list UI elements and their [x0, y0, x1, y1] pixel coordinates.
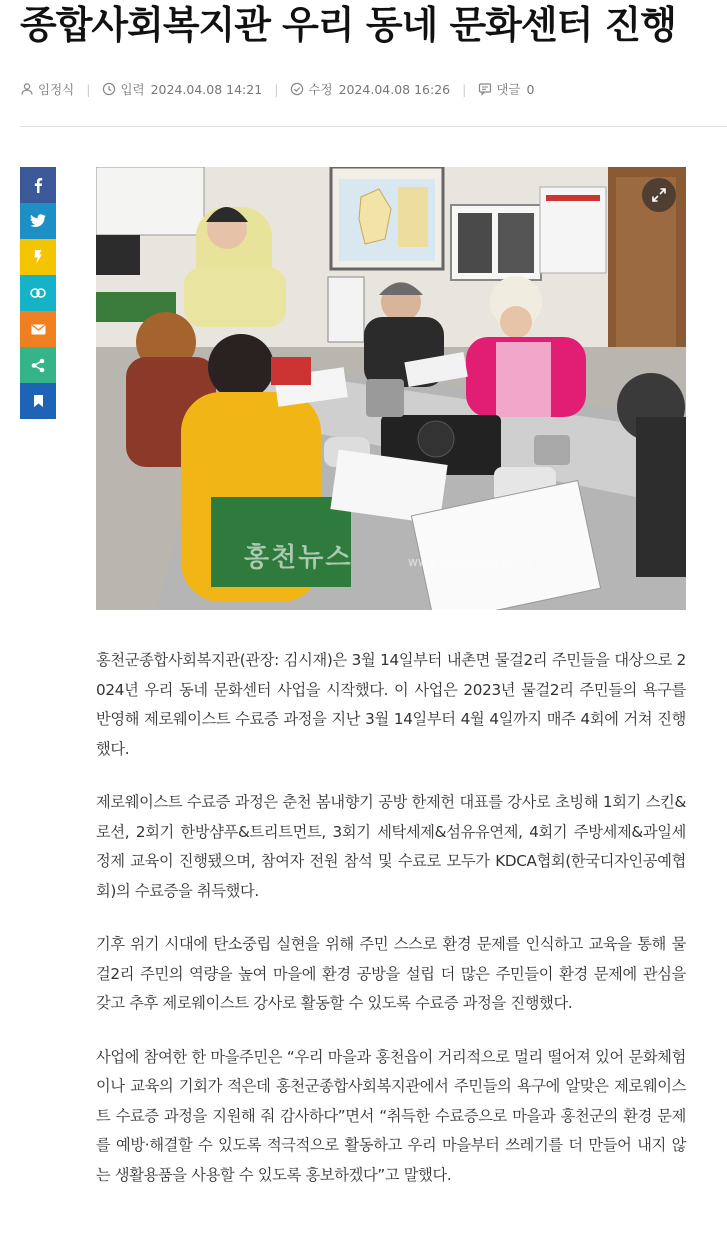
expand-icon: [651, 187, 667, 203]
photo-illustration: [96, 167, 686, 610]
expand-photo-button[interactable]: [642, 178, 676, 212]
facebook-share-button[interactable]: [20, 167, 56, 203]
posted-info: [102, 80, 262, 98]
header-divider: [20, 126, 727, 127]
posted-date: 2024.04.08 14:21: [150, 81, 263, 97]
article-title: 종합사회복지관 우리 동네 문화센터 진행: [20, 3, 676, 47]
author-info: [20, 80, 74, 98]
article-paragraph: 기후 위기 시대에 탄소중립 실현을 위해 주민 스스로 환경 문제를 인식하고 교육을 통해 물걸2리 주민의 역량을 높여 마을에 환경 공방을 설립 더 많은 주민들이 환경 문제에 관심을 갖고 추후 제로웨이스트 강사로 활동할 수 있도록 수료증 과정을 진행했다.: [96, 935, 686, 1012]
clock-icon: [102, 82, 116, 96]
email-share-button[interactable]: [20, 311, 56, 347]
photo-watermark-url: www.hcsinmun.co.kr: [408, 555, 532, 569]
comments-link[interactable]: [478, 80, 534, 98]
share-icon: [31, 358, 45, 373]
bookmark-icon: [33, 394, 44, 408]
share-bar: [20, 167, 56, 419]
article-paragraph: 제로웨이스트 수료증 과정은 춘천 봄내향기 공방 한제헌 대표를 강사로 초빙해 1회기 스킨&로션, 2회기 한방샴푸&트리트먼트, 3회기 세탁세제&섬유유연제, 4회기 주방세제&과일세정제 교육이 진행됐으며, 참여자 전원 참석 및 수료로 모두가 KDCA협회(한국디자인공예협회)의 수료증을 취득했다.: [96, 793, 686, 900]
meta-divider: |: [462, 81, 467, 97]
twitter-icon: [30, 214, 46, 228]
meta-divider: |: [274, 81, 279, 97]
article-body: [96, 646, 686, 1214]
user-icon: [20, 82, 34, 96]
modified-info: [290, 80, 450, 98]
photo-watermark: 홍천뉴스: [244, 543, 353, 573]
comments-count: 0: [526, 81, 535, 97]
modified-label: 수정: [308, 82, 333, 97]
comments-label: 댓글: [496, 82, 521, 97]
bookmark-button[interactable]: [20, 383, 56, 419]
copy-link-button[interactable]: [20, 275, 56, 311]
kakaostory-share-button[interactable]: [20, 239, 56, 275]
meta-divider: |: [86, 81, 91, 97]
more-share-button[interactable]: [20, 347, 56, 383]
author-name[interactable]: 임정식: [38, 82, 75, 97]
article-photo[interactable]: [96, 167, 686, 610]
article-paragraph: 홍천군종합사회복지관(관장: 김시재)은 3월 14일부터 내촌면 물걸2리 주민들을 대상으로 2024년 우리 동네 문화센터 사업을 시작했다. 이 사업은 2023년 물걸2리 주민들의 욕구를 반영해 제로웨이스트 수료증 과정을 지난 3월 14일부터 4월 4일까지 매주 4회에 거쳐 진행했다.: [96, 651, 686, 758]
posted-label: 입력: [120, 82, 145, 97]
kakaostory-icon: [32, 249, 44, 265]
article-paragraph: 사업에 참여한 한 마을주민은 “우리 마을과 홍천읍이 거리적으로 멀리 떨어져 있어 문화체험이나 교육의 기회가 적은데 홍천군종합사회복지관에서 주민들의 욕구에 알맞은 제로웨이스트 수료증 과정을 지원해 줘 감사하다”면서 “취득한 수료증으로 마을과 홍천군의 환경 문제를 예방·해결할 수 있도록 적극적으로 활동하고 우리 마을부터 쓰레기를 더 만들어 내지 않는 생활용품을 사용할 수 있도록 홍보하겠다”고 말했다.: [96, 1047, 686, 1184]
link-icon: [30, 288, 46, 298]
twitter-share-button[interactable]: [20, 203, 56, 239]
mail-icon: [31, 324, 46, 335]
article-meta: [20, 79, 534, 99]
facebook-icon: [31, 177, 45, 193]
check-circle-icon: [290, 82, 304, 96]
comment-icon: [478, 82, 492, 96]
modified-date: 2024.04.08 16:26: [338, 81, 451, 97]
